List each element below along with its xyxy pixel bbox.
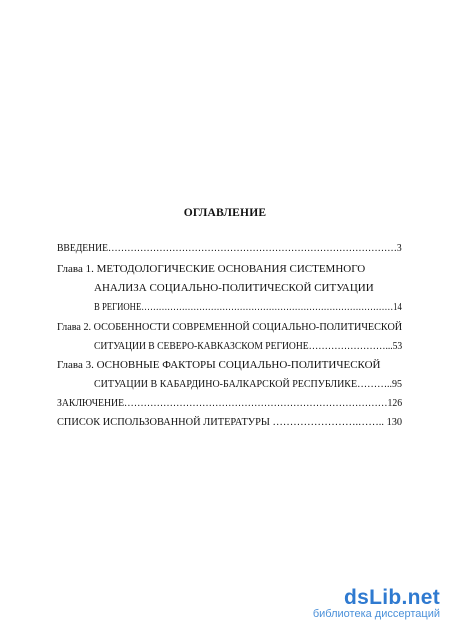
- toc-entry-chapter-2-end: СИТУАЦИИ В СЕВЕРО-КАВКАЗСКОМ РЕГИОНЕ……………………...53: [94, 340, 403, 352]
- toc-entry-bibliography: СПИСОК ИСПОЛЬЗОВАННОЙ ЛИТЕРАТУРЫ …………………….…….. 130: [57, 416, 403, 428]
- watermark-logo: dsLib.net: [343, 586, 440, 609]
- toc-entry-conclusion: ЗАКЛЮЧЕНИЕ………………………………………………………………………126: [57, 397, 403, 409]
- toc-entry-chapter-3-end: СИТУАЦИИ В КАБАРДИНО-БАЛКАРСКОЙ РЕСПУБЛИКЕ………..95: [94, 378, 403, 390]
- toc-entry-chapter-3: Глава 3. ОСНОВНЫЕ ФАКТОРЫ СОЦИАЛЬНО-ПОЛИТИЧЕСКОЙ: [57, 359, 381, 371]
- toc-entry-chapter-1-end: В РЕГИОНЕ……………………………………………………………………………14: [94, 301, 402, 313]
- toc-entry-chapter-1: Глава 1. МЕТОДОЛОГИЧЕСКИЕ ОСНОВАНИЯ СИСТЕМНОГО: [57, 263, 366, 275]
- toc-entry-chapter-1-cont: АНАЛИЗА СОЦИАЛЬНО-ПОЛИТИЧЕСКОЙ СИТУАЦИИ: [94, 282, 374, 294]
- toc-title: ОГЛАВЛЕНИЕ: [183, 207, 267, 219]
- toc-entry-chapter-2: Глава 2. ОСОБЕННОСТИ СОВРЕМЕННОЙ СОЦИАЛЬНО-ПОЛИТИЧЕСКОЙ: [57, 321, 403, 333]
- watermark: [313, 586, 440, 620]
- toc-entry-introduction: ВВЕДЕНИЕ………………………………………………………………………………3: [57, 242, 402, 254]
- watermark-subtitle: библиотека диссертаций: [312, 608, 440, 620]
